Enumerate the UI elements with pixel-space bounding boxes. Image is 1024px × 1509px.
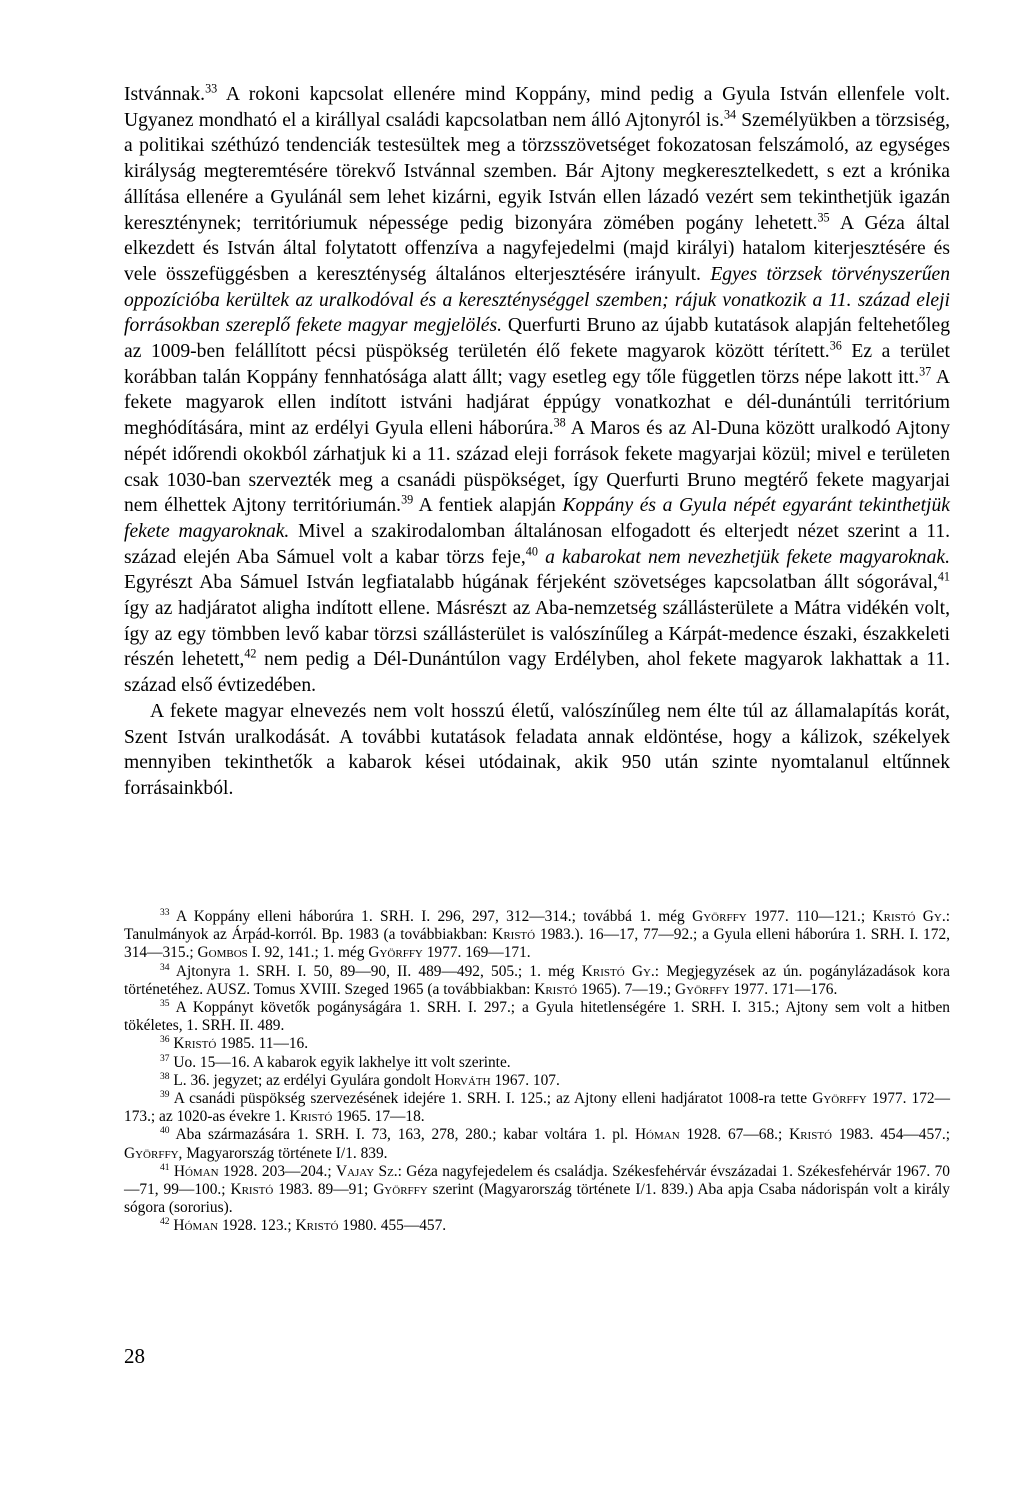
author-name: Györffy — [675, 980, 730, 998]
author-name: Hóman — [173, 1162, 219, 1180]
text-run: A fekete magyarok ellen indított istváni hadjárat éppúgy vonatkozhat e dél-dunántúli territórium meghódítására, mint az erdélyi Gyula elleni háborúra. — [124, 366, 951, 440]
author-name: Kristó — [534, 980, 578, 998]
italic-run: Koppány és a Gyula népét egyaránt tekinthetjük fekete magyaroknak. — [124, 495, 950, 542]
text-run: Uo. 15—16. A kabarok egyik lakhelye itt volt szerinte. — [169, 1053, 511, 1071]
footnote-ref: 42 — [160, 1216, 170, 1228]
footnote-39 — [124, 1090, 950, 1126]
footnote-ref: 33 — [160, 906, 170, 918]
footnote-ref: 37 — [919, 364, 932, 379]
text-run: Személyükben a törzsiség, a politikai széthúzó tendenciák testesültek meg a törzsszövetséget fokozatosan felszámoló, az egységes királyság megteremtésére törekvő Istvánnal szemben. Bár Ajtony megkeresztelkedett, s ezt a krónika állítása ellenére a Gyulánál sem lehet kizárni, egyik István ellen lázadó vezért sem tekinthetjük igazán kereszténynek; territóriumuk népessége pedig bizonyára zömében pogány lehetett. — [124, 109, 950, 234]
text-run: : Géza nagyfejedelem és családja. Székesfehérvár évszázadai 1. Székesfehérvár 1967. 70—71, 99—100.; — [124, 1162, 950, 1199]
footnote-ref: 41 — [937, 569, 950, 584]
author-name: Horváth — [434, 1071, 491, 1089]
text-run: 1928. 123.; — [218, 1217, 296, 1235]
footnote-ref: 40 — [525, 544, 538, 559]
text-run: A Maros és az Al-Duna között uralkodó Ajtony népét időrendi okokból zárhatjuk ki a 11. század eleji források fekete magyarjai közül; mivel e területen csak 1030-ban szervezték meg a csanádi püspökséget, így Querfurti Bruno megtérő fekete magyarjai nem élhettek Ajtony territóriumán. — [124, 418, 950, 517]
text-run: Mivel a szakirodalomban általánosan elfogadott és elterjedt nézet szerint a 11. század elején Aba Sámuel volt a kabar törzs feje, — [124, 520, 951, 568]
footnote-ref: 40 — [160, 1125, 170, 1137]
author-name: Kristó — [230, 1181, 274, 1199]
text-run: 1983. 89—91; — [273, 1181, 374, 1199]
author-name: Györffy — [812, 1090, 867, 1108]
footnotes — [124, 908, 950, 1236]
text-run: 1983. 454—457.; — [832, 1126, 951, 1144]
text-run: , Magyarország története I/1. 839. — [178, 1144, 388, 1162]
text-run: 1985. 11—16. — [216, 1035, 309, 1053]
text-run: Querfurti Bruno az újabb kutatások alapján feltehetőleg az 1009-ben felállított pécsi püspökség területén élő fekete magyarok között térített. — [124, 315, 950, 363]
author-name: Györffy — [368, 944, 423, 962]
footnote-ref: 39 — [401, 492, 414, 507]
text-run: Aba származására 1. SRH. I. 73, 163, 278, 280.; kabar voltára 1. pl. — [169, 1126, 635, 1144]
author-name: Kristó — [789, 1126, 833, 1144]
author-name: Hóman — [173, 1217, 219, 1235]
footnote-37 — [124, 1054, 950, 1072]
text-run: I. 92, 141.; 1. még — [247, 944, 369, 962]
footnote-38 — [124, 1072, 950, 1090]
text-run: szerint (Magyarország története I/1. 839.) Aba apja Csaba nádorispán volt a király sógora (sororius). — [124, 1181, 950, 1217]
text-run: nem pedig a Dél-Dunántúlon vagy Erdélyben, ahol fekete magyarok lakhattak a 11. század első évtizedében. — [124, 649, 950, 697]
footnote-ref: 39 — [160, 1088, 170, 1100]
author-name: Kristó Gy. — [581, 962, 655, 980]
text-run: A rokoni kapcsolat ellenére mind Koppány, mind pedig a Gyula István ellenfele volt. Ugyanez mondható el a királlyal családi kapcsolatban nem álló Ajtonyról is. — [124, 84, 950, 131]
text-run: 1928. 67—68.; — [679, 1126, 790, 1144]
footnote-41 — [124, 1163, 950, 1218]
author-name: Gombos — [197, 944, 248, 962]
author-name: Vajay Sz. — [335, 1162, 398, 1180]
author-name: Hóman — [634, 1126, 680, 1144]
author-name: Györffy — [692, 908, 747, 925]
footnote-40 — [124, 1126, 950, 1162]
footnote-33 — [124, 908, 950, 963]
footnote-ref: 35 — [160, 997, 170, 1009]
footnote-ref: 37 — [160, 1052, 170, 1064]
text-run: A Koppányt követők pogányságára 1. SRH. I. 297.; a Gyula hitetlenségére 1. SRH. I. 315.; Ajtony sem volt a hitben tökéletes, 1. SRH. II. 489. — [124, 999, 950, 1035]
text-run: Ez a terület korábban talán Koppány fennhatósága alatt állt; vagy esetleg egy tőle független törzs népe lakott itt. — [124, 341, 950, 388]
author-name: Kristó — [492, 926, 536, 944]
author-name: Kristó Gy. — [872, 908, 946, 925]
page-number: 28 — [124, 1344, 145, 1368]
author-name: Kristó — [289, 1108, 333, 1126]
italic-run: Egyes törzsek törvényszerűen oppozícióba kerültek az uralkodóval és a kereszténységgel szemben; rájuk vonatkozik a 11. század eleji forrásokban szereplő fekete magyar megjelölés. — [124, 263, 950, 337]
footnote-ref: 41 — [160, 1161, 170, 1173]
footnote-ref: 34 — [160, 961, 170, 973]
footnote-ref: 38 — [553, 415, 566, 430]
footnote-ref: 35 — [817, 209, 830, 224]
text-run: 1965). 7—19.; — [577, 980, 676, 998]
text-run: 1977. 110—121.; — [746, 908, 873, 925]
text-run: A fentiek alapján — [413, 495, 563, 517]
text-run: 1977. 171—176. — [729, 980, 838, 998]
text-run: A fekete magyar elnevezés nem volt hosszú életű, valószínűleg nem élte túl az államalapítás korát, Szent István uralkodását. A további kutatások feladata annak eldöntése, hogy a kálizok, székelyek mennyiben tekinthetők a kabarok kései utódainak, akik 950 után szinte nyomtalanul eltűnnek forrásainkból. — [124, 700, 950, 799]
text-run: 1980. 455—457. — [338, 1217, 447, 1235]
text-run: 1967. 107. — [490, 1071, 560, 1089]
text-run: A Géza által elkezdett és István által folytatott offenzíva a nagyfejedelmi (majd királyi) hatalom kiterjesztésére és vele összefüggésben a kereszténység általános elterjesztésére irányult. — [124, 212, 951, 285]
author-name: Kristó — [295, 1217, 339, 1235]
text-run: 1977. 169—171. — [422, 944, 531, 962]
text-run: Ajtonyra 1. SRH. I. 50, 89—90, II. 489—492, 505.; 1. még — [169, 962, 582, 980]
italic-run: a kabarokat nem nevezhetjük fekete magyaroknak. — [537, 546, 950, 568]
footnote-34 — [124, 963, 950, 999]
author-name: Györffy — [124, 1144, 179, 1162]
footnote-ref: 36 — [829, 338, 842, 353]
text-run: : Tanulmányok az Árpád-korról. Bp. 1983 (a továbbiakban: — [124, 908, 950, 944]
author-name: Györffy — [373, 1181, 428, 1199]
footnote-35 — [124, 999, 950, 1035]
text-run: 1965. 17—18. — [332, 1108, 425, 1126]
text-run: Istvánnak. — [124, 84, 206, 105]
main-text — [124, 82, 950, 802]
text-run: L. 36. jegyzet; az erdélyi Gyulára gondolt — [169, 1071, 435, 1089]
paragraph-2 — [124, 699, 950, 802]
text-run: 1928. 203—204.; — [218, 1162, 336, 1180]
author-name: Kristó — [173, 1035, 217, 1053]
text-run: így az hadjáratot aligha indított ellene. Másrészt az Aba-nemzetség szállásterülete a Mátra vidékén volt, így az egy tömbben levő kabar törzsi szállásterület is valószínűleg a Kárpát-medence északi, északkeleti részén lehetett, — [124, 598, 950, 671]
text-run: A Koppány elleni háborúra 1. SRH. I. 296, 297, 312—314.; továbbá 1. még — [169, 908, 693, 925]
text-run: 1983.). 16—17, 77—92.; a Gyula elleni háborúra 1. SRH. I. 172, 314—315.; — [124, 926, 950, 962]
text-run: A csanádi püspökség szervezésének idejére 1. SRH. I. 125.; az Ajtony elleni hadjáratot 1008-ra tette — [169, 1090, 813, 1108]
footnote-ref: 38 — [160, 1070, 170, 1082]
footnote-36 — [124, 1035, 950, 1053]
footnote-ref: 33 — [205, 81, 218, 96]
footnote-42 — [124, 1217, 950, 1235]
footnote-ref: 34 — [723, 107, 737, 122]
paragraph-1 — [124, 82, 950, 699]
footnote-ref: 42 — [244, 646, 257, 661]
text-run: Egyrészt Aba Sámuel István legfiatalabb húgának férjeként szövetséges kapcsolatban állt sógorával, — [124, 572, 938, 594]
text-run: 1977. 172—173.; az 1020-as évekre 1. — [124, 1090, 950, 1126]
footnote-ref: 36 — [160, 1034, 170, 1046]
text-run: : Megjegyzések az ún. pogánylázadások kora történetéhez. AUSZ. Tomus XVIII. Szeged 1965 (a továbbiakban: — [124, 962, 950, 998]
